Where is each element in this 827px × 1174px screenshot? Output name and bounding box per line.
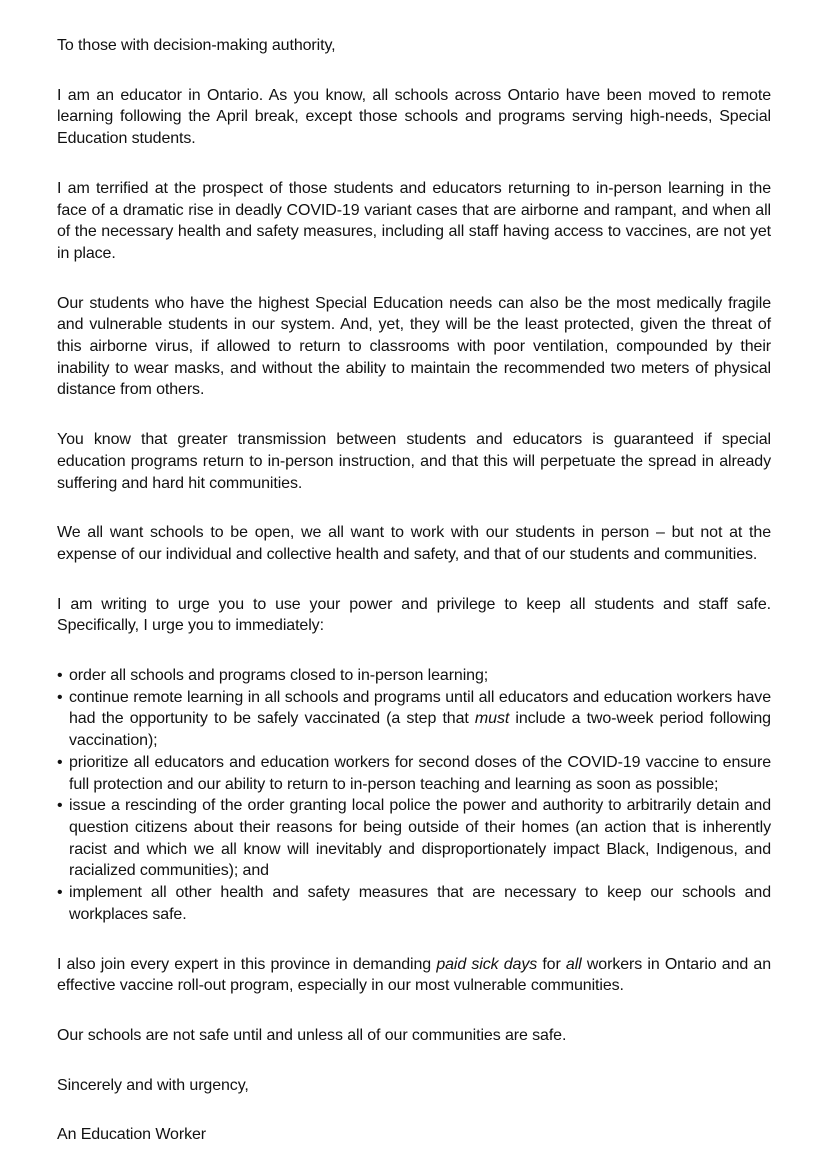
text: for: [537, 955, 566, 973]
text: workers in Ontario and an effective vaccine roll-out program, especially in our most vulnerable communities.: [57, 955, 771, 995]
paragraph-urge: I am writing to urge you to use your power and privilege to keep all students and staff safe. Specifically, I urge you to immediately:: [57, 595, 771, 635]
paragraph-vulnerable-students: Our students who have the highest Special Education needs can also be the most medically fragile and vulnerable students in our system. And, yet, they will be the least protected, given the threat of this airborne virus, if allowed to return to classrooms with poor ventilation, compounded by their inability to wear masks, and without the ability to maintain the recommended two meters of physical distance from others.: [57, 294, 771, 399]
signature: An Education Worker: [57, 1126, 206, 1144]
text: continue remote learning in all schools and programs until all educators and education workers have had the opportunity to be safely vaccinated (a step that: [69, 688, 771, 728]
list-item: • prioritize all educators and education workers for second doses of the COVID-19 vaccine to ensure full protection and our ability to return to in-person teaching and learning as soon as possible;: [57, 752, 771, 795]
list-item: • issue a rescinding of the order granting local police the power and authority to arbitrarily detain and question citizens about their reasons for being outside of their homes (an action that is inherently racist and which we all know will inevitably and disproportionately impact Black, Indigenous, and racialized communities); and: [57, 795, 771, 882]
list-item: • order all schools and programs closed to in-person learning;: [57, 665, 771, 687]
text: I also join every expert in this province in demanding: [57, 955, 437, 973]
emphasis: paid sick days: [436, 955, 538, 973]
paragraph-transmission: You know that greater transmission between students and educators is guaranteed if special education programs return to in-person instruction, and that this will perpetuate the spread in already suffering and hard hit communities.: [57, 431, 771, 492]
text: include a two-week period following vaccination);: [69, 710, 771, 750]
salutation: To those with decision-making authority,: [57, 37, 336, 54]
paragraph-demand: [57, 954, 771, 997]
emphasis: all: [565, 955, 582, 973]
emphasis: must: [474, 710, 510, 728]
closing-statement: Our schools are not safe until and unless all of our communities are safe.: [57, 1026, 567, 1044]
paragraph-concern: I am terrified at the prospect of those students and educators returning to in-person learning in the face of a dramatic rise in deadly COVID-19 variant cases that are airborne and rampant, and when all of the necessary health and safety measures, including all staff having access to vaccines, are not yet in place.: [57, 179, 771, 262]
paragraph-intro: I am an educator in Ontario. As you know, all schools across Ontario have been moved to remote learning following the April break, except those schools and programs serving high-needs, Special Education students.: [57, 86, 771, 148]
letter: [57, 35, 771, 1174]
demands-list: [57, 665, 771, 925]
list-item: • implement all other health and safety measures that are necessary to keep our schools and workplaces safe.: [57, 882, 771, 925]
paragraph-open-schools: We all want schools to be open, we all want to work with our students in person – but not at the expense of our individual and collective health and safety, and that of our students and communities.: [57, 524, 771, 563]
sign-off: Sincerely and with urgency,: [57, 1076, 249, 1094]
list-item: [57, 687, 771, 752]
